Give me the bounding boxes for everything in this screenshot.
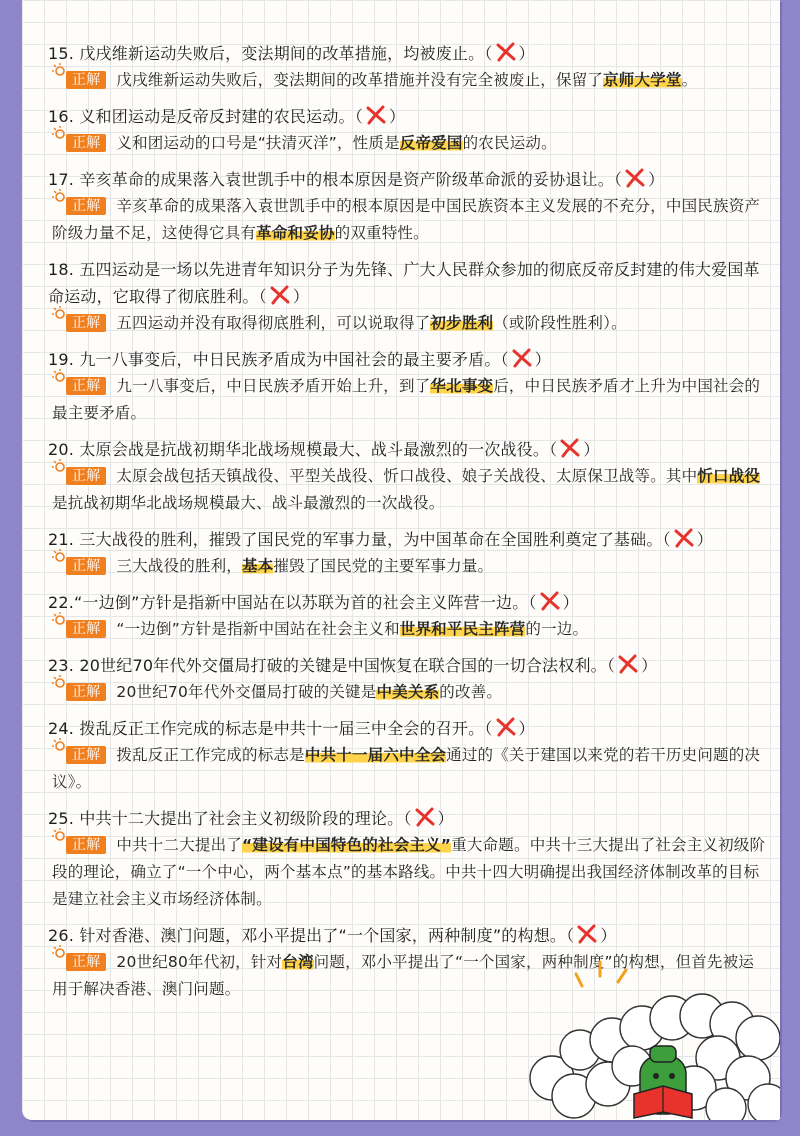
correct-answer — [48, 310, 766, 337]
correct-answer-badge — [66, 953, 106, 971]
answer-text: 太原会战包括天镇战役、平型关战役、忻口战役、娘子关战役、太原保卫战等。其中 — [116, 467, 698, 485]
lightbulb-icon — [52, 63, 66, 77]
question-item — [48, 166, 766, 247]
answer-text: 20世纪70年代外交僵局打破的关键是 — [116, 683, 377, 701]
answer-text: 戊戌维新运动失败后，变法期间的改革措施并没有完全被废止，保留了 — [116, 71, 604, 89]
correct-answer — [48, 373, 766, 427]
correct-answer — [48, 832, 766, 913]
question-close-paren: ） — [696, 530, 713, 549]
answer-text: 20世纪80年代初，针对 — [116, 953, 283, 971]
badge-label: 正解 — [72, 621, 101, 637]
answer-text: 的农民运动。 — [462, 134, 557, 152]
correct-answer — [48, 463, 766, 517]
question-statement — [48, 652, 766, 679]
question-item — [48, 805, 766, 913]
question-text: 21. 三大战役的胜利，摧毁了国民党的军事力量，为中国革命在全国胜利奠定了基础。（ — [48, 530, 671, 549]
lightbulb-icon — [52, 945, 66, 959]
question-item — [48, 715, 766, 796]
answer-text: 辛亥革命的成果落入袁世凯手中的根本原因是中国民族资本主义发展的不充分，中国民族资产阶级力量不足，这使得它具有 — [52, 197, 761, 242]
question-close-paren: ） — [292, 287, 310, 306]
question-item — [48, 40, 766, 94]
correct-answer-badge — [66, 746, 106, 764]
question-text: 25. 中共十二大提出了社会主义初级阶段的理论。（ — [48, 809, 412, 828]
highlighted-keyword: 忻口战役 — [697, 467, 761, 485]
question-statement — [48, 40, 766, 67]
correct-answer-badge — [66, 197, 106, 215]
question-text: 15. 戊戌维新运动失败后，变法期间的改革措施，均被废止。（ — [48, 44, 493, 63]
answer-text: 的一边。 — [525, 620, 589, 638]
question-close-paren: ） — [641, 656, 658, 675]
question-close-paren: ） — [518, 44, 535, 63]
question-statement — [48, 715, 766, 742]
cross-mark-icon — [539, 591, 561, 611]
question-close-paren: ） — [562, 593, 579, 612]
badge-label: 正解 — [72, 198, 101, 214]
reading-mascot-illustration — [522, 958, 780, 1120]
lightbulb-icon — [52, 126, 66, 140]
question-item — [48, 589, 766, 643]
answer-text: 问题，邓小平提出了“一个国家，两种制度”的构想，但首先被运用于解决香港、澳门问题。 — [52, 953, 755, 998]
highlighted-keyword: 基本 — [242, 557, 274, 575]
question-close-paren: ） — [600, 926, 617, 945]
answer-text: 中共十二大提出了 — [116, 836, 243, 854]
badge-label: 正解 — [72, 135, 101, 151]
correct-answer-badge — [66, 467, 106, 485]
correct-answer — [48, 67, 766, 94]
question-close-paren: ） — [583, 440, 600, 459]
correct-answer — [48, 742, 766, 796]
badge-label: 正解 — [72, 72, 101, 88]
highlighted-keyword: 台湾 — [282, 953, 314, 971]
question-close-paren: ） — [437, 809, 454, 828]
question-close-paren: ） — [534, 350, 551, 369]
badge-label: 正解 — [72, 378, 101, 394]
badge-label: 正解 — [72, 837, 101, 853]
answer-text: 是抗战初期华北战场规模最大、战斗最激烈的一次战役。 — [52, 494, 445, 512]
cross-mark-icon — [414, 807, 436, 827]
highlighted-keyword: “建设有中国特色的社会主义” — [242, 836, 452, 854]
question-statement — [48, 589, 766, 616]
question-item — [48, 103, 766, 157]
cross-mark-icon — [511, 348, 533, 368]
question-statement — [48, 346, 766, 373]
correct-answer-badge — [66, 620, 106, 638]
badge-label: 正解 — [72, 315, 101, 331]
lightbulb-icon — [52, 549, 66, 563]
question-item — [48, 526, 766, 580]
lightbulb-icon — [52, 675, 66, 689]
question-statement — [48, 805, 766, 832]
highlighted-keyword: 京师大学堂 — [603, 71, 682, 89]
lightbulb-icon — [52, 306, 66, 320]
answer-text: 重大命题。中共十三大提出了社会主义初级阶段的理论，确立了“一个中心，两个基本点”的基本路线。中共十四大明确提出我国经济体制改革的目标是建立社会主义市场经济体制。 — [52, 836, 766, 908]
badge-label: 正解 — [72, 747, 101, 763]
question-text: 18. 五四运动是一场以先进青年知识分子为先锋、广大人民群众参加的彻底反帝反封建的伟大爱国革命运动，它取得了彻底胜利。（ — [48, 260, 760, 306]
page — [22, 0, 780, 1120]
cross-mark-icon — [617, 654, 639, 674]
answer-text: 拨乱反正工作完成的标志是 — [116, 746, 305, 764]
badge-label: 正解 — [72, 954, 101, 970]
question-text: 16. 义和团运动是反帝反封建的农民运动。（ — [48, 107, 363, 126]
highlighted-keyword: 反帝爱国 — [399, 134, 463, 152]
answer-text: 摧毁了国民党的主要军事力量。 — [273, 557, 494, 575]
correct-answer-badge — [66, 377, 106, 395]
cross-mark-icon — [576, 924, 598, 944]
cross-mark-icon — [624, 168, 646, 188]
lightbulb-icon — [52, 459, 66, 473]
question-text: 26. 针对香港、澳门问题，邓小平提出了“一个国家，两种制度”的构想。（ — [48, 926, 575, 945]
question-statement — [48, 166, 766, 193]
question-statement — [48, 436, 766, 463]
answer-text: （或阶段性胜利）。 — [493, 314, 627, 332]
badge-label: 正解 — [72, 558, 101, 574]
correct-answer — [48, 553, 766, 580]
answer-text: 五四运动并没有取得彻底胜利，可以说取得了 — [116, 314, 431, 332]
cross-mark-icon — [495, 717, 517, 737]
question-item — [48, 346, 766, 427]
question-item — [48, 256, 766, 337]
question-item — [48, 436, 766, 517]
question-text: 17. 辛亥革命的成果落入袁世凯手中的根本原因是资产阶级革命派的妥协退让。（ — [48, 170, 623, 189]
lightbulb-icon — [52, 369, 66, 383]
cross-mark-icon — [365, 105, 387, 125]
correct-answer — [48, 193, 766, 247]
correct-answer — [48, 130, 766, 157]
answer-text: 的双重特性。 — [334, 224, 429, 242]
answer-text: 义和团运动的口号是“扶清灭洋”，性质是 — [116, 134, 400, 152]
lightbulb-icon — [52, 738, 66, 752]
answer-text: 。 — [681, 71, 698, 89]
highlighted-keyword: 初步胜利 — [430, 314, 494, 332]
question-statement — [48, 256, 766, 310]
lightbulb-icon — [52, 189, 66, 203]
question-text: 20. 太原会战是抗战初期华北战场规模最大、战斗最激烈的一次战役。（ — [48, 440, 558, 459]
question-item — [48, 652, 766, 706]
highlighted-keyword: 华北事变 — [430, 377, 494, 395]
cross-mark-icon — [495, 42, 517, 62]
answer-text: 三大战役的胜利， — [116, 557, 243, 575]
correct-answer-badge — [66, 557, 106, 575]
correct-answer-badge — [66, 71, 106, 89]
lightbulb-icon — [52, 612, 66, 626]
question-statement — [48, 526, 766, 553]
correct-answer-badge — [66, 314, 106, 332]
answer-text: “一边倒”方针是指新中国站在社会主义和 — [116, 620, 400, 638]
badge-label: 正解 — [72, 468, 101, 484]
highlighted-keyword: 世界和平民主阵营 — [399, 620, 526, 638]
lightbulb-icon — [52, 828, 66, 842]
cross-mark-icon — [269, 285, 291, 305]
answer-text: 后，中日民族矛盾才上升为中国社会的最主要矛盾。 — [52, 377, 761, 422]
correct-answer — [48, 679, 766, 706]
question-statement — [48, 922, 766, 949]
cross-mark-icon — [559, 438, 581, 458]
question-close-paren: ） — [388, 107, 406, 126]
highlighted-keyword: 中共十一届六中全会 — [304, 746, 447, 764]
correct-answer-badge — [66, 836, 106, 854]
badge-label: 正解 — [72, 684, 101, 700]
highlighted-keyword: 革命和妥协 — [256, 224, 335, 242]
question-text: 19. 九一八事变后，中日民族矛盾成为中国社会的最主要矛盾。（ — [48, 350, 509, 369]
answer-text: 的改善。 — [439, 683, 503, 701]
answer-text: 通过的《关于建国以来党的若干历史问题的决议》。 — [52, 746, 761, 791]
correct-answer-badge — [66, 683, 106, 701]
question-text: 24. 拨乱反正工作完成的标志是中共十一届三中全会的召开。（ — [48, 719, 493, 738]
answer-text: 九一八事变后，中日民族矛盾开始上升，到了 — [116, 377, 431, 395]
correct-answer — [48, 616, 766, 643]
question-text: 23. 20世纪70年代外交僵局打破的关键是中国恢复在联合国的一切合法权利。（ — [48, 656, 616, 675]
question-text: 22.“一边倒”方针是指新中国站在以苏联为首的社会主义阵营一边。（ — [48, 593, 537, 612]
error-correction-list — [48, 40, 766, 1012]
highlighted-keyword: 中美关系 — [376, 683, 440, 701]
question-close-paren: ） — [518, 719, 535, 738]
correct-answer-badge — [66, 134, 106, 152]
cross-mark-icon — [673, 528, 695, 548]
question-close-paren: ） — [648, 170, 665, 189]
question-statement — [48, 103, 766, 130]
